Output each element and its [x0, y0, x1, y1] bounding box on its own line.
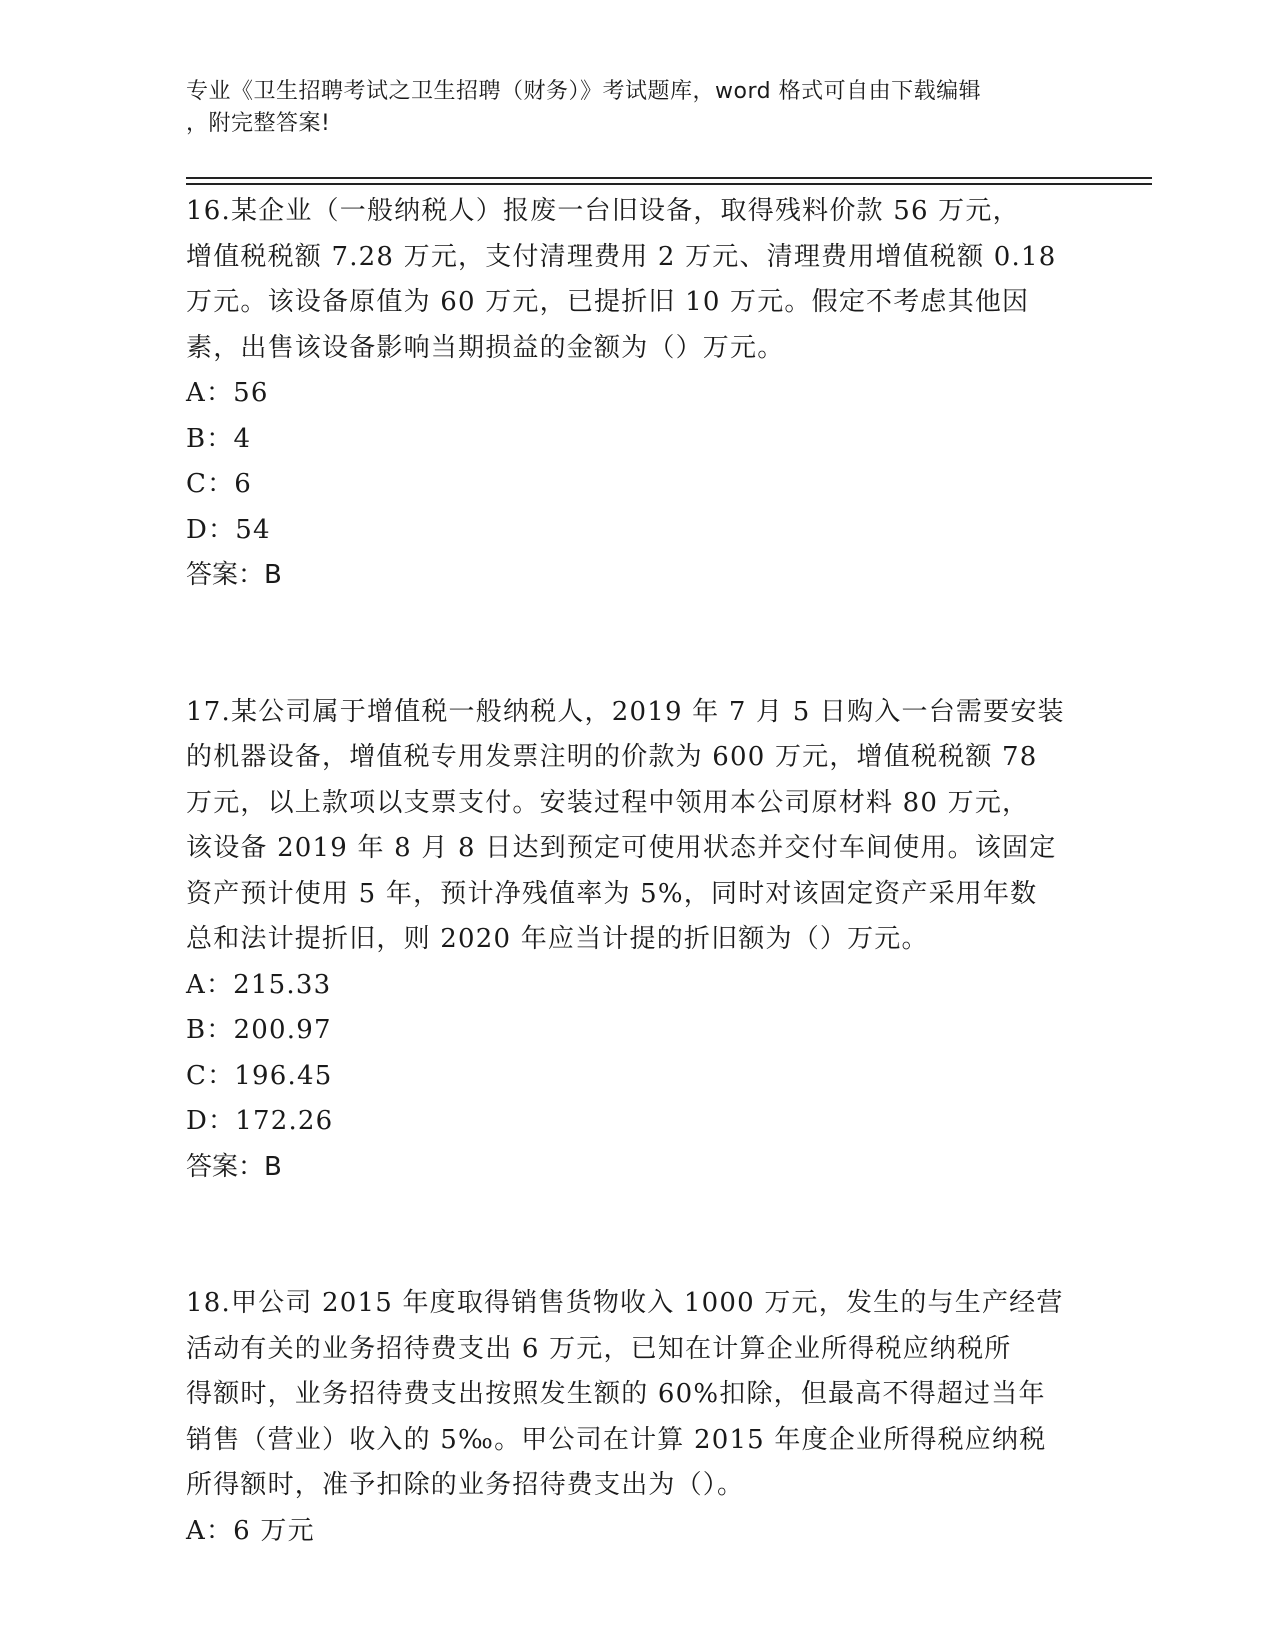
- option-b: B：4: [186, 423, 252, 454]
- question-18: [186, 1281, 1086, 1554]
- question-stem: [186, 1281, 1086, 1509]
- question-line: 素，出售该设备影响当期损益的金额为（）万元。: [186, 332, 785, 363]
- question-line: 万元。该设备原值为 60 万元，已提折旧 10 万元。假定不考虑其他因: [186, 287, 1030, 317]
- option-a: A：215.33: [186, 969, 332, 1000]
- option-a: A：6 万元: [186, 1515, 315, 1546]
- question-list: [186, 189, 1086, 1554]
- question-16: [186, 189, 1086, 599]
- option-c: C：196.45: [186, 1060, 333, 1091]
- option-d: D：54: [186, 514, 271, 545]
- question-spacer: [186, 599, 1086, 690]
- question-17: [186, 690, 1086, 1191]
- header-divider-top: [186, 177, 1152, 179]
- question-line: 18.甲公司 2015 年度取得销售货物收入 1000 万元，发生的与生产经营: [186, 1288, 1064, 1318]
- question-line: 销售（营业）收入的 5‰。甲公司在计算 2015 年度企业所得税应纳税: [186, 1424, 1047, 1455]
- question-line: 资产预计使用 5 年，预计净残值率为 5%，同时对该固定资产采用年数: [186, 878, 1038, 909]
- question-line: 该设备 2019 年 8 月 8 日达到预定可使用状态并交付车间使用。该固定: [186, 833, 1057, 863]
- question-stem: [186, 690, 1086, 963]
- answer-label: 答案：B: [186, 560, 282, 590]
- question-line: 的机器设备，增值税专用发票注明的价款为 600 万元，增值税税额 78: [186, 742, 1038, 772]
- header-divider-bottom: [186, 183, 1152, 185]
- answer-label: 答案：B: [186, 1151, 282, 1182]
- question-spacer: [186, 1190, 1086, 1281]
- question-line: 16.某企业（一般纳税人）报废一台旧设备，取得残料价款 56 万元，: [186, 196, 1020, 226]
- question-stem: [186, 189, 1086, 371]
- header-line-2: ，附完整答案!: [186, 111, 331, 136]
- document-header: [186, 76, 1066, 140]
- option-d: D：172.26: [186, 1106, 334, 1136]
- question-line: 增值税税额 7.28 万元，支付清理费用 2 万元、清理费用增值税额 0.18: [186, 241, 1057, 272]
- option-b: B：200.97: [186, 1015, 332, 1045]
- question-line: 活动有关的业务招待费支出 6 万元，已知在计算企业所得税应纳税所: [186, 1333, 1012, 1364]
- question-line: 总和法计提折旧，则 2020 年应当计提的折旧额为（）万元。: [186, 924, 929, 954]
- option-a: A：56: [186, 378, 269, 408]
- question-line: 得额时，业务招待费支出按照发生额的 60%扣除，但最高不得超过当年: [186, 1379, 1046, 1409]
- option-c: C：6: [186, 469, 253, 499]
- question-line: 万元，以上款项以支票支付。安装过程中领用本公司原材料 80 万元，: [186, 787, 1030, 818]
- question-line: 所得额时，准予扣除的业务招待费支出为（）。: [186, 1470, 745, 1500]
- header-line-1: 专业《卫生招聘考试之卫生招聘（财务）》考试题库，word 格式可自由下载编辑: [186, 79, 982, 104]
- question-line: 17.某公司属于增值税一般纳税人，2019 年 7 月 5 日购入一台需要安装: [186, 696, 1065, 727]
